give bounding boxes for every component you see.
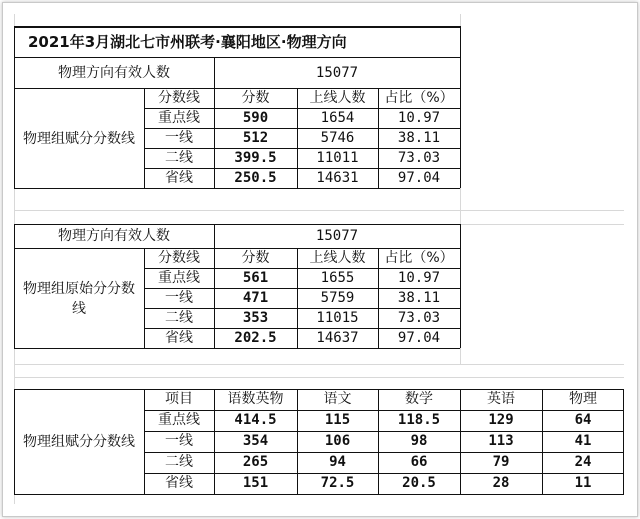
level-cell: 二线	[165, 309, 193, 326]
table-header-cell: 英语	[487, 391, 515, 407]
table-header-cell: 上线人数	[309, 89, 366, 106]
table-header-cell: 语数英物	[227, 391, 284, 407]
level-cell: 省线	[165, 169, 193, 186]
physics-cell: 41	[574, 433, 592, 449]
level-cell: 省线	[165, 475, 193, 491]
count-cell: 1655	[320, 269, 355, 286]
level-cell: 一线	[165, 129, 193, 146]
count-cell: 11015	[316, 309, 359, 326]
table-header-cell: 分数	[241, 89, 270, 106]
count-cell: 14631	[316, 169, 359, 186]
chinese-cell: 106	[324, 433, 351, 449]
english-cell: 129	[488, 412, 514, 428]
chinese-cell: 115	[324, 412, 351, 428]
math-cell: 66	[410, 454, 428, 470]
physics-cell: 24	[574, 454, 592, 470]
table-header-cell: 分数线	[158, 89, 200, 106]
pct-cell: 38.11	[397, 129, 441, 146]
physics-cell: 64	[574, 412, 592, 428]
level-cell: 二线	[165, 454, 193, 470]
score-cell: 561	[242, 269, 269, 286]
pct-cell: 73.03	[397, 149, 441, 166]
page-title: 2021年3月湖北七市州联考·襄阳地区·物理方向	[28, 33, 347, 51]
count-cell: 14637	[316, 329, 359, 346]
level-cell: 一线	[165, 289, 193, 306]
total-cell: 414.5	[234, 412, 277, 428]
level-cell: 一线	[165, 433, 193, 449]
pct-cell: 10.97	[397, 109, 441, 126]
pct-cell: 97.04	[397, 169, 441, 186]
pct-cell: 73.03	[397, 309, 441, 326]
section1-label: 物理方向有效人数	[58, 64, 170, 81]
table-header-cell: 语文	[323, 391, 352, 407]
table-header-cell: 上线人数	[309, 249, 366, 266]
score-cell: 512	[242, 129, 269, 146]
table-header-cell: 物理	[569, 391, 597, 407]
level-cell: 重点线	[158, 109, 200, 126]
chinese-cell: 94	[329, 454, 346, 470]
chinese-cell: 72.5	[320, 475, 355, 491]
score-cell: 399.5	[234, 149, 277, 166]
count-cell: 1654	[320, 109, 355, 126]
english-cell: 28	[492, 475, 510, 491]
total-cell: 151	[242, 475, 269, 491]
count-cell: 5759	[320, 289, 355, 306]
english-cell: 113	[488, 433, 514, 449]
level-cell: 二线	[165, 149, 193, 166]
section2-count: 15077	[315, 228, 359, 244]
spreadsheet	[14, 14, 624, 504]
level-cell: 重点线	[158, 412, 200, 428]
pct-cell: 10.97	[397, 269, 441, 286]
math-cell: 20.5	[402, 475, 436, 491]
table-header-cell: 占比（%）	[384, 89, 454, 106]
section1-count: 15077	[315, 64, 359, 81]
score-cell: 250.5	[234, 169, 277, 186]
pct-cell: 97.04	[397, 329, 441, 346]
total-cell: 354	[242, 433, 269, 449]
score-cell: 202.5	[234, 329, 277, 346]
level-cell: 省线	[165, 329, 193, 346]
physics-cell: 11	[574, 475, 592, 491]
table-header-cell: 分数	[241, 249, 270, 266]
section3-group-label: 物理组赋分分数线	[23, 434, 135, 450]
section1-group-label: 物理组赋分分数线	[23, 130, 135, 147]
pct-cell: 38.11	[397, 289, 441, 306]
score-cell: 590	[242, 109, 269, 126]
score-cell: 471	[242, 289, 269, 306]
level-cell: 重点线	[158, 269, 200, 286]
table-header-cell: 占比（%）	[384, 249, 454, 266]
table-header-cell: 分数线	[158, 249, 200, 266]
score-cell: 353	[242, 309, 269, 326]
count-cell: 5746	[320, 129, 355, 146]
math-cell: 118.5	[397, 412, 441, 428]
math-cell: 98	[410, 433, 428, 449]
table-header-cell: 项目	[165, 391, 193, 407]
table-header-cell: 数学	[405, 391, 433, 407]
section2-label: 物理方向有效人数	[58, 228, 170, 244]
total-cell: 265	[242, 454, 269, 470]
section2-group-label: 物理组原始分分数线	[23, 280, 135, 317]
english-cell: 79	[492, 454, 510, 470]
count-cell: 11011	[316, 149, 359, 166]
